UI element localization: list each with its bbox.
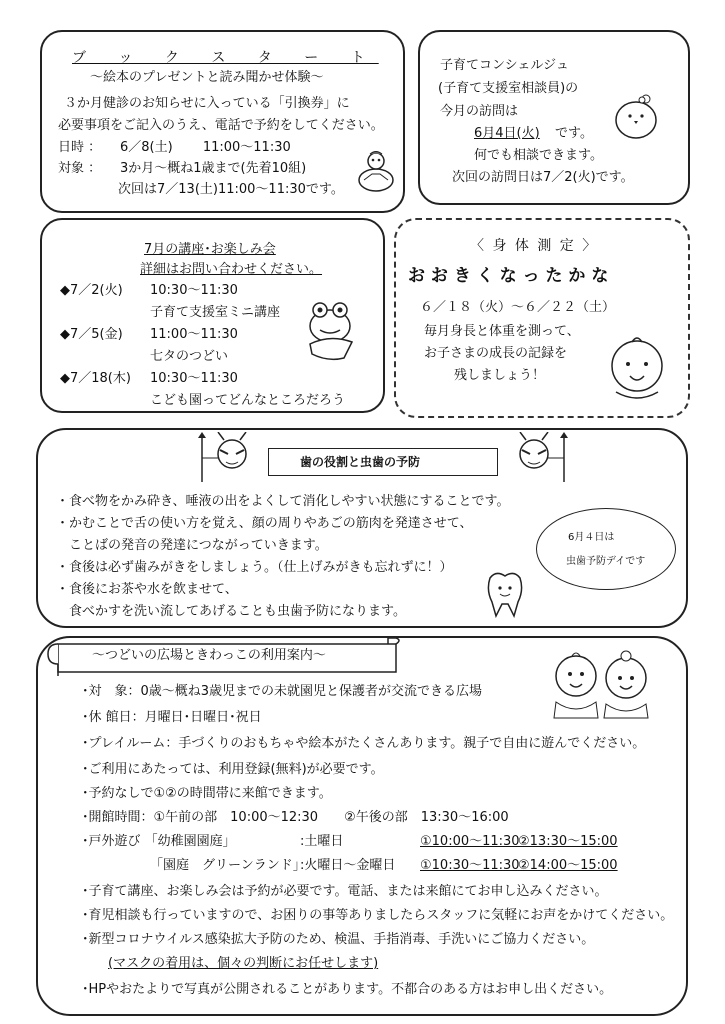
guide-consultation: ･育児相談も行っていますので、お困りの事等ありましたらスタッフに気軽にお声をかけてください。 bbox=[82, 908, 674, 923]
measure-body3: 残しましょう！ bbox=[454, 368, 546, 383]
guide-outdoor-2-time2: ②14:00～15:00 bbox=[518, 858, 618, 873]
measure-dates: ６／１８（火）～６／２２（土） bbox=[420, 300, 616, 315]
book-start-date-label: 日時 ： bbox=[58, 140, 102, 155]
event-3-name: こども園ってどんなところだろう bbox=[150, 393, 346, 408]
teeth-line-1: ・食べ物をかみ砕き、唾液の出をよくして消化しやすい状態にすることです。 bbox=[56, 494, 510, 509]
concierge-line2: (子育て支援室相談員)の bbox=[438, 81, 579, 96]
guide-outdoor-1-label: ･戸外遊び 「幼稚園園庭」 bbox=[82, 834, 236, 849]
teeth-speech-bubble bbox=[536, 508, 676, 590]
teeth-line-6: 食べかすを洗い流してあげることも虫歯予防になります。 bbox=[56, 604, 406, 619]
events-subtitle: 詳細はお問い合わせください。 bbox=[140, 262, 323, 277]
measure-title: 〈 身 体 測 定 〉 bbox=[470, 238, 599, 254]
banner-left-bug-illustration bbox=[196, 432, 266, 484]
chick-illustration bbox=[608, 88, 664, 144]
guide-title: ～つどいの広場ときわっこの利用案内～ bbox=[92, 648, 326, 663]
concierge-line5: 何でも相談できます。 bbox=[474, 148, 603, 163]
guide-outdoor-1-time1: ①10:00～11:30 bbox=[420, 834, 520, 849]
concierge-line1: 子育てコンシェルジュ bbox=[440, 58, 569, 73]
book-start-date-value: 6／8(土) 11:00～11:30 bbox=[120, 140, 291, 155]
teeth-line-3: ことばの発音の発達につながっていきます。 bbox=[56, 538, 328, 553]
guide-outdoor-2-label: 「園庭 グリーンランド」 bbox=[150, 858, 306, 873]
guide-outdoor-2-time1: ①10:30～11:30 bbox=[420, 858, 520, 873]
book-start-next: 次回は7／13(土)11:00～11:30です。 bbox=[118, 182, 344, 197]
concierge-next: 次回の訪問日は7／2(火)です。 bbox=[452, 170, 634, 185]
baby-illustration bbox=[602, 330, 672, 408]
guide-playroom: ･プレイルーム：手づくりのおもちゃや絵本がたくさんあります。親子で自由に遊んでください。 bbox=[82, 736, 646, 751]
teeth-banner-text: 歯の役割と虫歯の予防 bbox=[300, 455, 421, 469]
guide-covid: ･新型コロナウイルス感染拡大予防のため、検温、手指消毒、手洗いにご協力ください。 bbox=[82, 932, 595, 947]
teeth-bubble-line1: 6月４日は bbox=[568, 532, 615, 543]
event-3-date: ◆7／18(木) bbox=[60, 371, 131, 386]
event-3-time: 10:30～11:30 bbox=[150, 371, 238, 386]
guide-registration: ･ご利用にあたっては、利用登録(無料)が必要です。 bbox=[82, 762, 384, 777]
guide-outdoor-2-day: :火曜日～金曜日 bbox=[300, 858, 396, 873]
event-1-time: 10:30～11:30 bbox=[150, 283, 238, 298]
book-start-body2: 必要事項をご記入のうえ、電話で予約をしてください。 bbox=[58, 118, 384, 133]
measure-body2: お子さまの成長の記録を bbox=[424, 346, 568, 361]
book-start-title: ブ ッ ク ス タ ー ト bbox=[72, 50, 379, 66]
guide-no-reservation: ･予約なしで①②の時間帯に来館できます。 bbox=[82, 786, 332, 801]
kids-illustration bbox=[540, 646, 660, 722]
banner-right-bug-illustration bbox=[500, 432, 570, 484]
guide-reservation-required: ･子育て講座、お楽しみ会は予約が必要です。電話、または来館にてお申し込みください。 bbox=[82, 884, 608, 899]
tooth-illustration bbox=[484, 570, 526, 618]
book-start-target-label: 対象 ： bbox=[58, 161, 102, 176]
guide-mask: (マスクの着用は、個々の判断にお任せします) bbox=[108, 956, 379, 971]
events-title: 7月の講座･お楽しみ会 bbox=[144, 242, 276, 257]
concierge-line3: 今月の訪問は bbox=[440, 104, 519, 119]
guide-target: ･対 象：0歳～概ね3歳児までの未就園児と保護者が交流できる広場 bbox=[82, 684, 483, 699]
book-start-target-value: 3か月～概ね1歳まで(先着10組) bbox=[120, 161, 307, 176]
event-2-date: ◆7／5(金) bbox=[60, 327, 123, 342]
teeth-line-5: ・食後にお茶や水を飲ませて、 bbox=[56, 582, 238, 597]
event-2-time: 11:00～11:30 bbox=[150, 327, 238, 342]
book-start-body1: ３か月健診のお知らせに入っている「引換券」に bbox=[64, 96, 350, 111]
guide-outdoor-1-day: :土曜日 bbox=[300, 834, 344, 849]
guide-outdoor-1-time2: ②13:30～15:00 bbox=[518, 834, 618, 849]
teeth-line-4: ・食後は必ず歯みがきをしましょう。（仕上げみがきも忘れずに！） bbox=[56, 560, 453, 575]
guide-photos: ･HPやおたよりで写真が公開されることがあります。不都合のある方はお申し出ください。 bbox=[82, 982, 613, 997]
event-1-name: 子育て支援室ミニ講座 bbox=[150, 305, 281, 320]
guide-closed-days: ･休 館日：月曜日･日曜日･祝日 bbox=[82, 710, 262, 725]
teeth-bubble-line2: 虫歯予防デイです bbox=[566, 556, 646, 567]
measure-body1: 毎月身長と体重を測って、 bbox=[424, 324, 580, 339]
concierge-date: 6月4日(火) bbox=[474, 126, 540, 141]
measure-headline: お お き く な っ た か な bbox=[408, 266, 609, 286]
concierge-date-suffix: です。 bbox=[555, 126, 593, 141]
teeth-line-2: ・かむことで舌の使い方を覚え、顔の周りやあごの筋肉を発達させて、 bbox=[56, 516, 473, 531]
event-1-date: ◆7／2(火) bbox=[60, 283, 123, 298]
turtle-illustration bbox=[352, 148, 400, 196]
frog-illustration bbox=[300, 296, 360, 366]
book-start-subtitle: ～絵本のプレゼントと読み聞かせ体験～ bbox=[90, 70, 324, 85]
event-2-name: 七タのつどい bbox=[150, 349, 229, 364]
guide-hours: ･開館時間：①午前の部 10:00～12:30 ②午後の部 13:30～16:00 bbox=[82, 810, 509, 825]
